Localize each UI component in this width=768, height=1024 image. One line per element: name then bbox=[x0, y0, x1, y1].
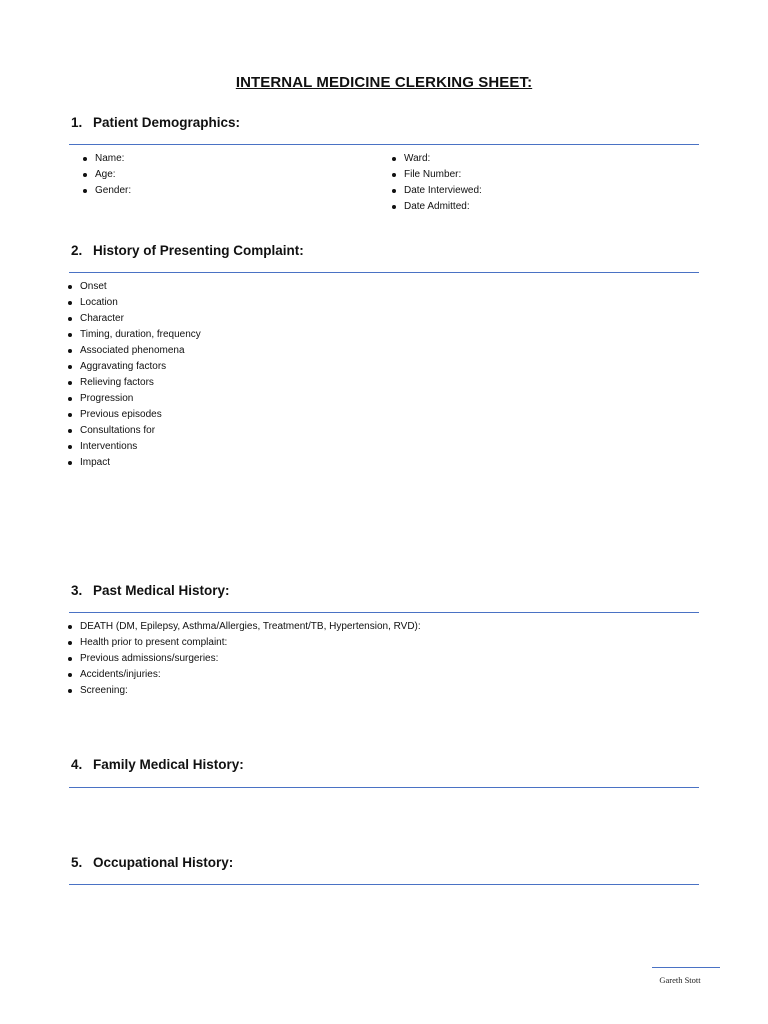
bullet-icon bbox=[68, 657, 72, 661]
bullet-icon bbox=[392, 173, 396, 177]
list-item-text: Character bbox=[80, 313, 124, 324]
demographics-label-gender: Gender: bbox=[95, 185, 132, 196]
list-item-text: Previous episodes bbox=[80, 409, 162, 420]
section-title: Family Medical History: bbox=[93, 757, 244, 772]
bullet-icon bbox=[392, 157, 396, 161]
list-item bbox=[80, 667, 421, 683]
section-divider bbox=[69, 144, 699, 145]
list-item-text: Relieving factors bbox=[80, 377, 154, 388]
section-heading-patient-demographics bbox=[71, 115, 240, 130]
section-heading-past-medical-history bbox=[71, 583, 230, 598]
list-item-text: Health prior to present complaint: bbox=[80, 637, 228, 648]
bullet-icon bbox=[68, 301, 72, 305]
list-item bbox=[95, 183, 131, 199]
list-item-text: Aggravating factors bbox=[80, 361, 167, 372]
bullet-icon bbox=[68, 689, 72, 693]
bullet-icon bbox=[392, 205, 396, 209]
section-divider bbox=[69, 787, 699, 788]
list-item bbox=[80, 295, 201, 311]
list-item-text: Impact bbox=[80, 457, 111, 468]
list-item-text: Previous admissions/surgeries: bbox=[80, 653, 219, 664]
list-item-text: Accidents/injuries: bbox=[80, 669, 161, 680]
list-item bbox=[80, 635, 421, 651]
section-title: Occupational History: bbox=[93, 855, 234, 870]
list-item bbox=[80, 359, 201, 375]
list-item bbox=[95, 151, 131, 167]
footer-author: Gareth Stott bbox=[659, 975, 701, 985]
section-divider bbox=[69, 272, 699, 273]
list-item bbox=[80, 439, 201, 455]
presenting-complaint-list bbox=[80, 279, 201, 471]
section-title: History of Presenting Complaint: bbox=[93, 243, 304, 258]
bullet-icon bbox=[68, 397, 72, 401]
demographics-list-left bbox=[95, 151, 131, 199]
list-item-text: Consultations for bbox=[80, 425, 156, 436]
list-item-text: Timing, duration, frequency bbox=[80, 329, 201, 340]
section-number: 1. bbox=[71, 115, 83, 130]
bullet-icon bbox=[68, 349, 72, 353]
list-item bbox=[80, 651, 421, 667]
list-item-text: Screening: bbox=[80, 685, 128, 696]
bullet-icon bbox=[68, 445, 72, 449]
section-number: 2. bbox=[71, 243, 83, 258]
bullet-icon bbox=[83, 157, 87, 161]
list-item-text: Associated phenomena bbox=[80, 345, 185, 356]
bullet-icon bbox=[392, 189, 396, 193]
section-heading-family-medical-history bbox=[71, 757, 244, 772]
bullet-icon bbox=[68, 673, 72, 677]
section-heading-occupational-history bbox=[71, 855, 233, 870]
bullet-icon bbox=[68, 429, 72, 433]
demographics-label-name: Name: bbox=[95, 153, 125, 164]
section-title: Patient Demographics: bbox=[93, 115, 241, 130]
section-number: 3. bbox=[71, 583, 83, 598]
list-item bbox=[80, 423, 201, 439]
demographics-label-age: Age: bbox=[95, 169, 116, 180]
list-item-text: Interventions bbox=[80, 441, 138, 452]
bullet-icon bbox=[68, 365, 72, 369]
list-item bbox=[80, 375, 201, 391]
list-item-text: Progression bbox=[80, 393, 134, 404]
list-item bbox=[80, 455, 201, 471]
list-item bbox=[404, 151, 482, 167]
footer-divider bbox=[652, 967, 720, 968]
list-item bbox=[404, 199, 482, 215]
bullet-icon bbox=[83, 189, 87, 193]
bullet-icon bbox=[68, 461, 72, 465]
list-item bbox=[80, 311, 201, 327]
demographics-label-date-admitted: Date Admitted: bbox=[404, 201, 470, 212]
list-item-text: DEATH (DM, Epilepsy, Asthma/Allergies, Treatment/TB, Hypertension, RVD): bbox=[80, 621, 421, 632]
list-item bbox=[95, 167, 131, 183]
bullet-icon bbox=[68, 625, 72, 629]
section-divider bbox=[69, 884, 699, 885]
bullet-icon bbox=[68, 333, 72, 337]
bullet-icon bbox=[68, 381, 72, 385]
demographics-label-ward: Ward: bbox=[404, 153, 431, 164]
past-medical-history-list bbox=[80, 619, 421, 699]
list-item bbox=[80, 619, 421, 635]
bullet-icon bbox=[68, 317, 72, 321]
list-item bbox=[80, 391, 201, 407]
list-item-text: Location bbox=[80, 297, 118, 308]
list-item bbox=[80, 327, 201, 343]
bullet-icon bbox=[68, 413, 72, 417]
list-item bbox=[80, 279, 201, 295]
section-heading-presenting-complaint bbox=[71, 243, 304, 258]
section-divider bbox=[69, 612, 699, 613]
demographics-label-file-number: File Number: bbox=[404, 169, 462, 180]
bullet-icon bbox=[68, 285, 72, 289]
bullet-icon bbox=[68, 641, 72, 645]
list-item bbox=[404, 183, 482, 199]
list-item bbox=[80, 683, 421, 699]
demographics-list-right bbox=[404, 151, 482, 215]
demographics-label-date-interviewed: Date Interviewed: bbox=[404, 185, 482, 196]
bullet-icon bbox=[83, 173, 87, 177]
section-number: 4. bbox=[71, 757, 83, 772]
list-item bbox=[80, 407, 201, 423]
list-item-text: Onset bbox=[80, 281, 107, 292]
section-title: Past Medical History: bbox=[93, 583, 230, 598]
section-number: 5. bbox=[71, 855, 83, 870]
page-title: INTERNAL MEDICINE CLERKING SHEET: bbox=[235, 74, 533, 91]
list-item bbox=[80, 343, 201, 359]
list-item bbox=[404, 167, 482, 183]
